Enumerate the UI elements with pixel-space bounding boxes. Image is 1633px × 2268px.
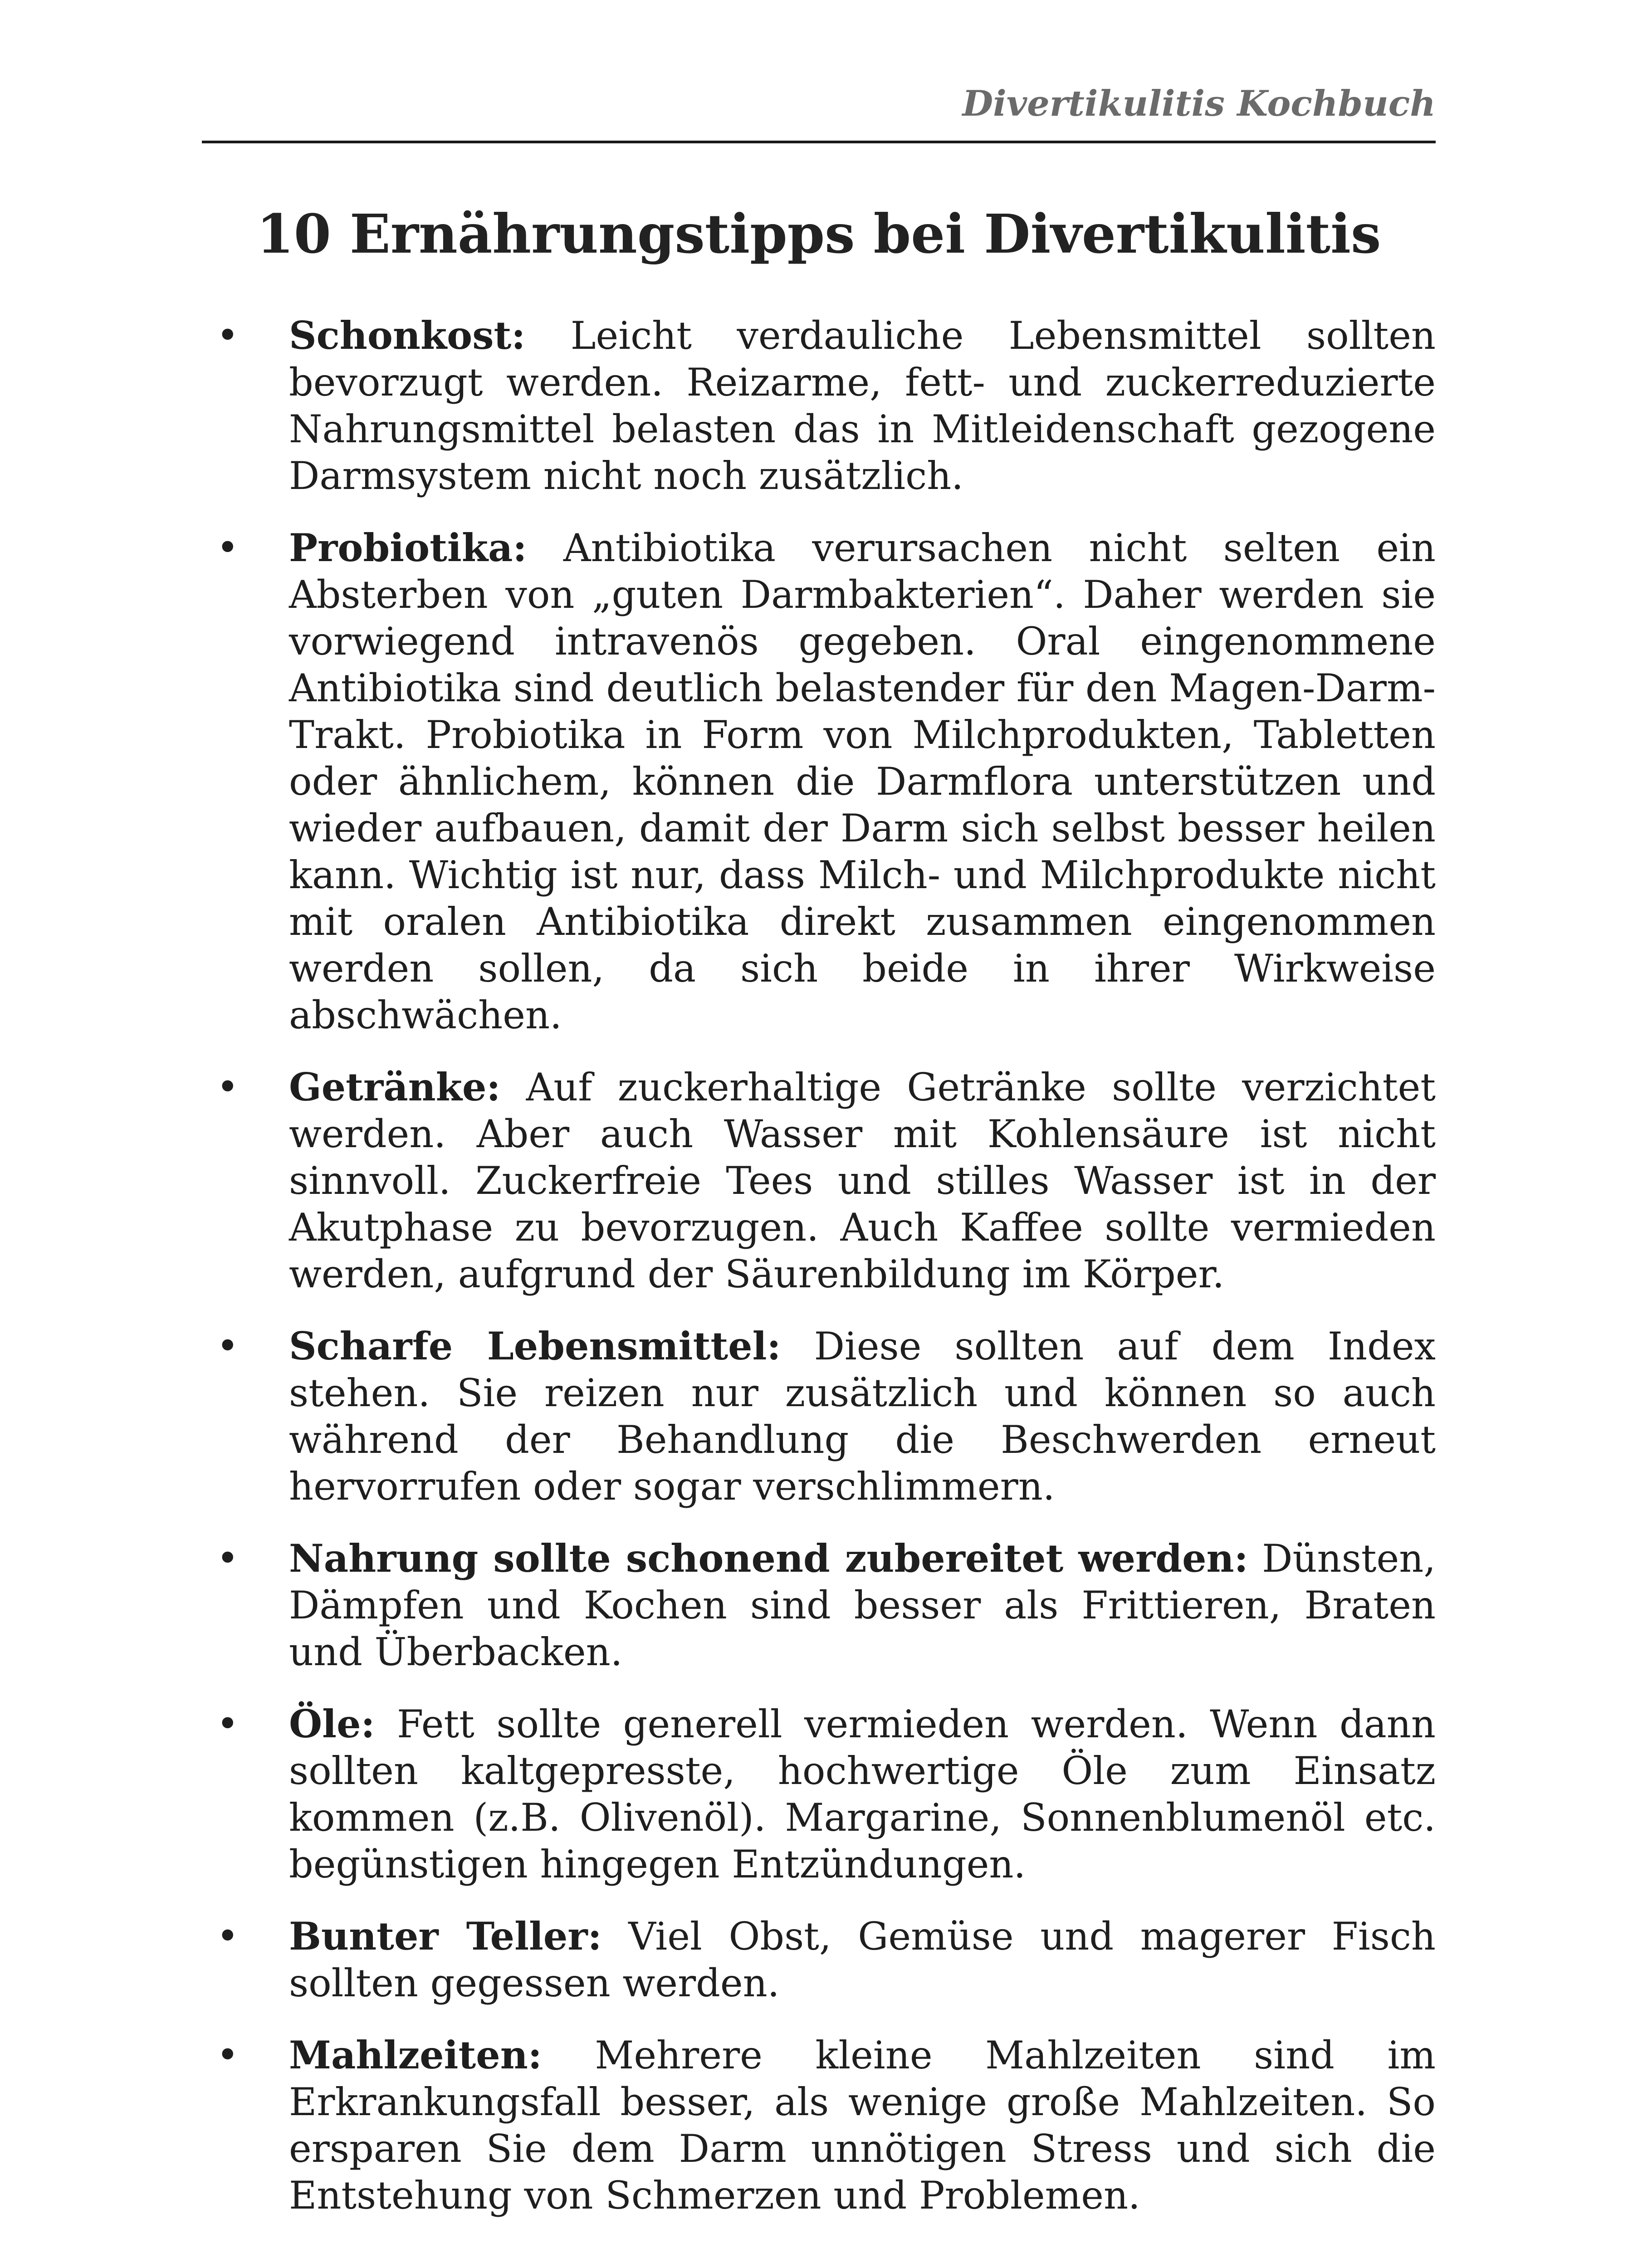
list-item-getraenke [202,1064,1436,1298]
list-item-oele [202,1701,1436,1888]
bullet-icon: • [216,1065,239,1109]
list-item-body: Viel Obst, Gemüse und magerer Fisch sollten gegessen werden. [289,1914,1436,2005]
tips-list [202,312,1436,2244]
list-item-body: Antibiotika verursachen nicht selten ein Absterben von „guten Darmbakterien“. Daher werden sie vorwiegend intravenös gegeben. Oral eingenommene Antibiotika sind deutlich belastender für den Magen-Darm-Trakt. Probiotika in Form von Milchprodukten, Tabletten oder ähnlichem, können die Darmflora unterstützen und wieder aufbauen, damit der Darm sich selbst besser heilen kann. Wichtig ist nur, dass Milch- und Milchprodukte nicht mit oralen Antibiotika direkt zusammen eingenommen werden sollen, da sich beide in ihrer Wirkweise abschwächen. [289,526,1436,1037]
list-item-text [289,2032,1436,2219]
list-item-body: Dünsten, Dämpfen und Kochen sind besser als Frittieren, Braten und Überbacken. [289,1536,1436,1674]
list-item-mahlzeiten [202,2032,1436,2219]
list-item-probiotika [202,524,1436,1039]
bullet-icon: • [216,313,239,357]
list-item-body: Leicht verdauliche Lebensmittel sollten bevorzugt werden. Reizarme, fett- und zuckerreduzierte Nahrungsmittel belasten das in Mitleidenschaft gezogene Darmsystem nicht noch zusätzlich. [289,313,1436,498]
bullet-icon: • [216,525,239,570]
list-item-schonkost [202,312,1436,499]
list-item-scharfe-lebensmittel [202,1323,1436,1510]
list-item-body: Fett sollte generell vermieden werden. Wenn dann sollten kaltgepresste, hochwertige Öle zum Einsatz kommen (z.B. Olivenöl). Margarine, Sonnenblumenöl etc. begünstigen hingegen Entzündungen. [289,1702,1436,1887]
list-item-body: Auf zuckerhaltige Getränke sollte verzichtet werden. Aber auch Wasser mit Kohlensäure ist nicht sinnvoll. Zuckerfreie Tees und stilles Wasser ist in der Akutphase zu bevorzugen. Auch Kaffee sollte vermieden werden, aufgrund der Säurenbildung im Körper. [289,1065,1436,1296]
bullet-icon: • [216,1536,239,1580]
bullet-icon: • [216,1914,239,1958]
list-item-title: Nahrung sollte schonend zubereitet werden: [289,1536,1248,1581]
list-item-title: Mahlzeiten: [289,2033,542,2077]
list-item-zubereitung [202,1535,1436,1676]
list-item-title: Getränke: [289,1065,501,1110]
list-item-text [289,1913,1436,2007]
list-item-text [289,1701,1436,1888]
list-item-bunter-teller [202,1913,1436,2007]
running-header: Divertikulitis Kochbuch [962,83,1436,124]
list-item-text [289,1535,1436,1676]
list-item-title: Öle: [289,1701,375,1746]
list-item-body: Diese sollten auf dem Index stehen. Sie reizen nur zusätzlich und können so auch während der Behandlung die Beschwerden erneut hervorrufen oder sogar verschlimmern. [289,1324,1436,1509]
bullet-icon: • [216,2033,239,2077]
page-title: 10 Ernährungstipps bei Divertikulitis [256,202,1381,265]
list-item-title: Bunter Teller: [289,1914,602,1959]
list-item-text [289,1064,1436,1298]
header-rule [202,141,1436,143]
list-item-body: Mehrere kleine Mahlzeiten sind im Erkrankungsfall besser, als wenige große Mahlzeiten. So ersparen Sie dem Darm unnötigen Stress und sich die Entstehung von Schmerzen und Problemen. [289,2033,1436,2218]
list-item-title: Probiotika: [289,525,527,570]
list-item-title: Schonkost: [289,313,526,358]
list-item-title: Scharfe Lebensmittel: [289,1324,781,1369]
list-item-text [289,312,1436,499]
list-item-text [289,1323,1436,1510]
bullet-icon: • [216,1701,239,1746]
list-item-text [289,524,1436,1039]
bullet-icon: • [216,1324,239,1368]
